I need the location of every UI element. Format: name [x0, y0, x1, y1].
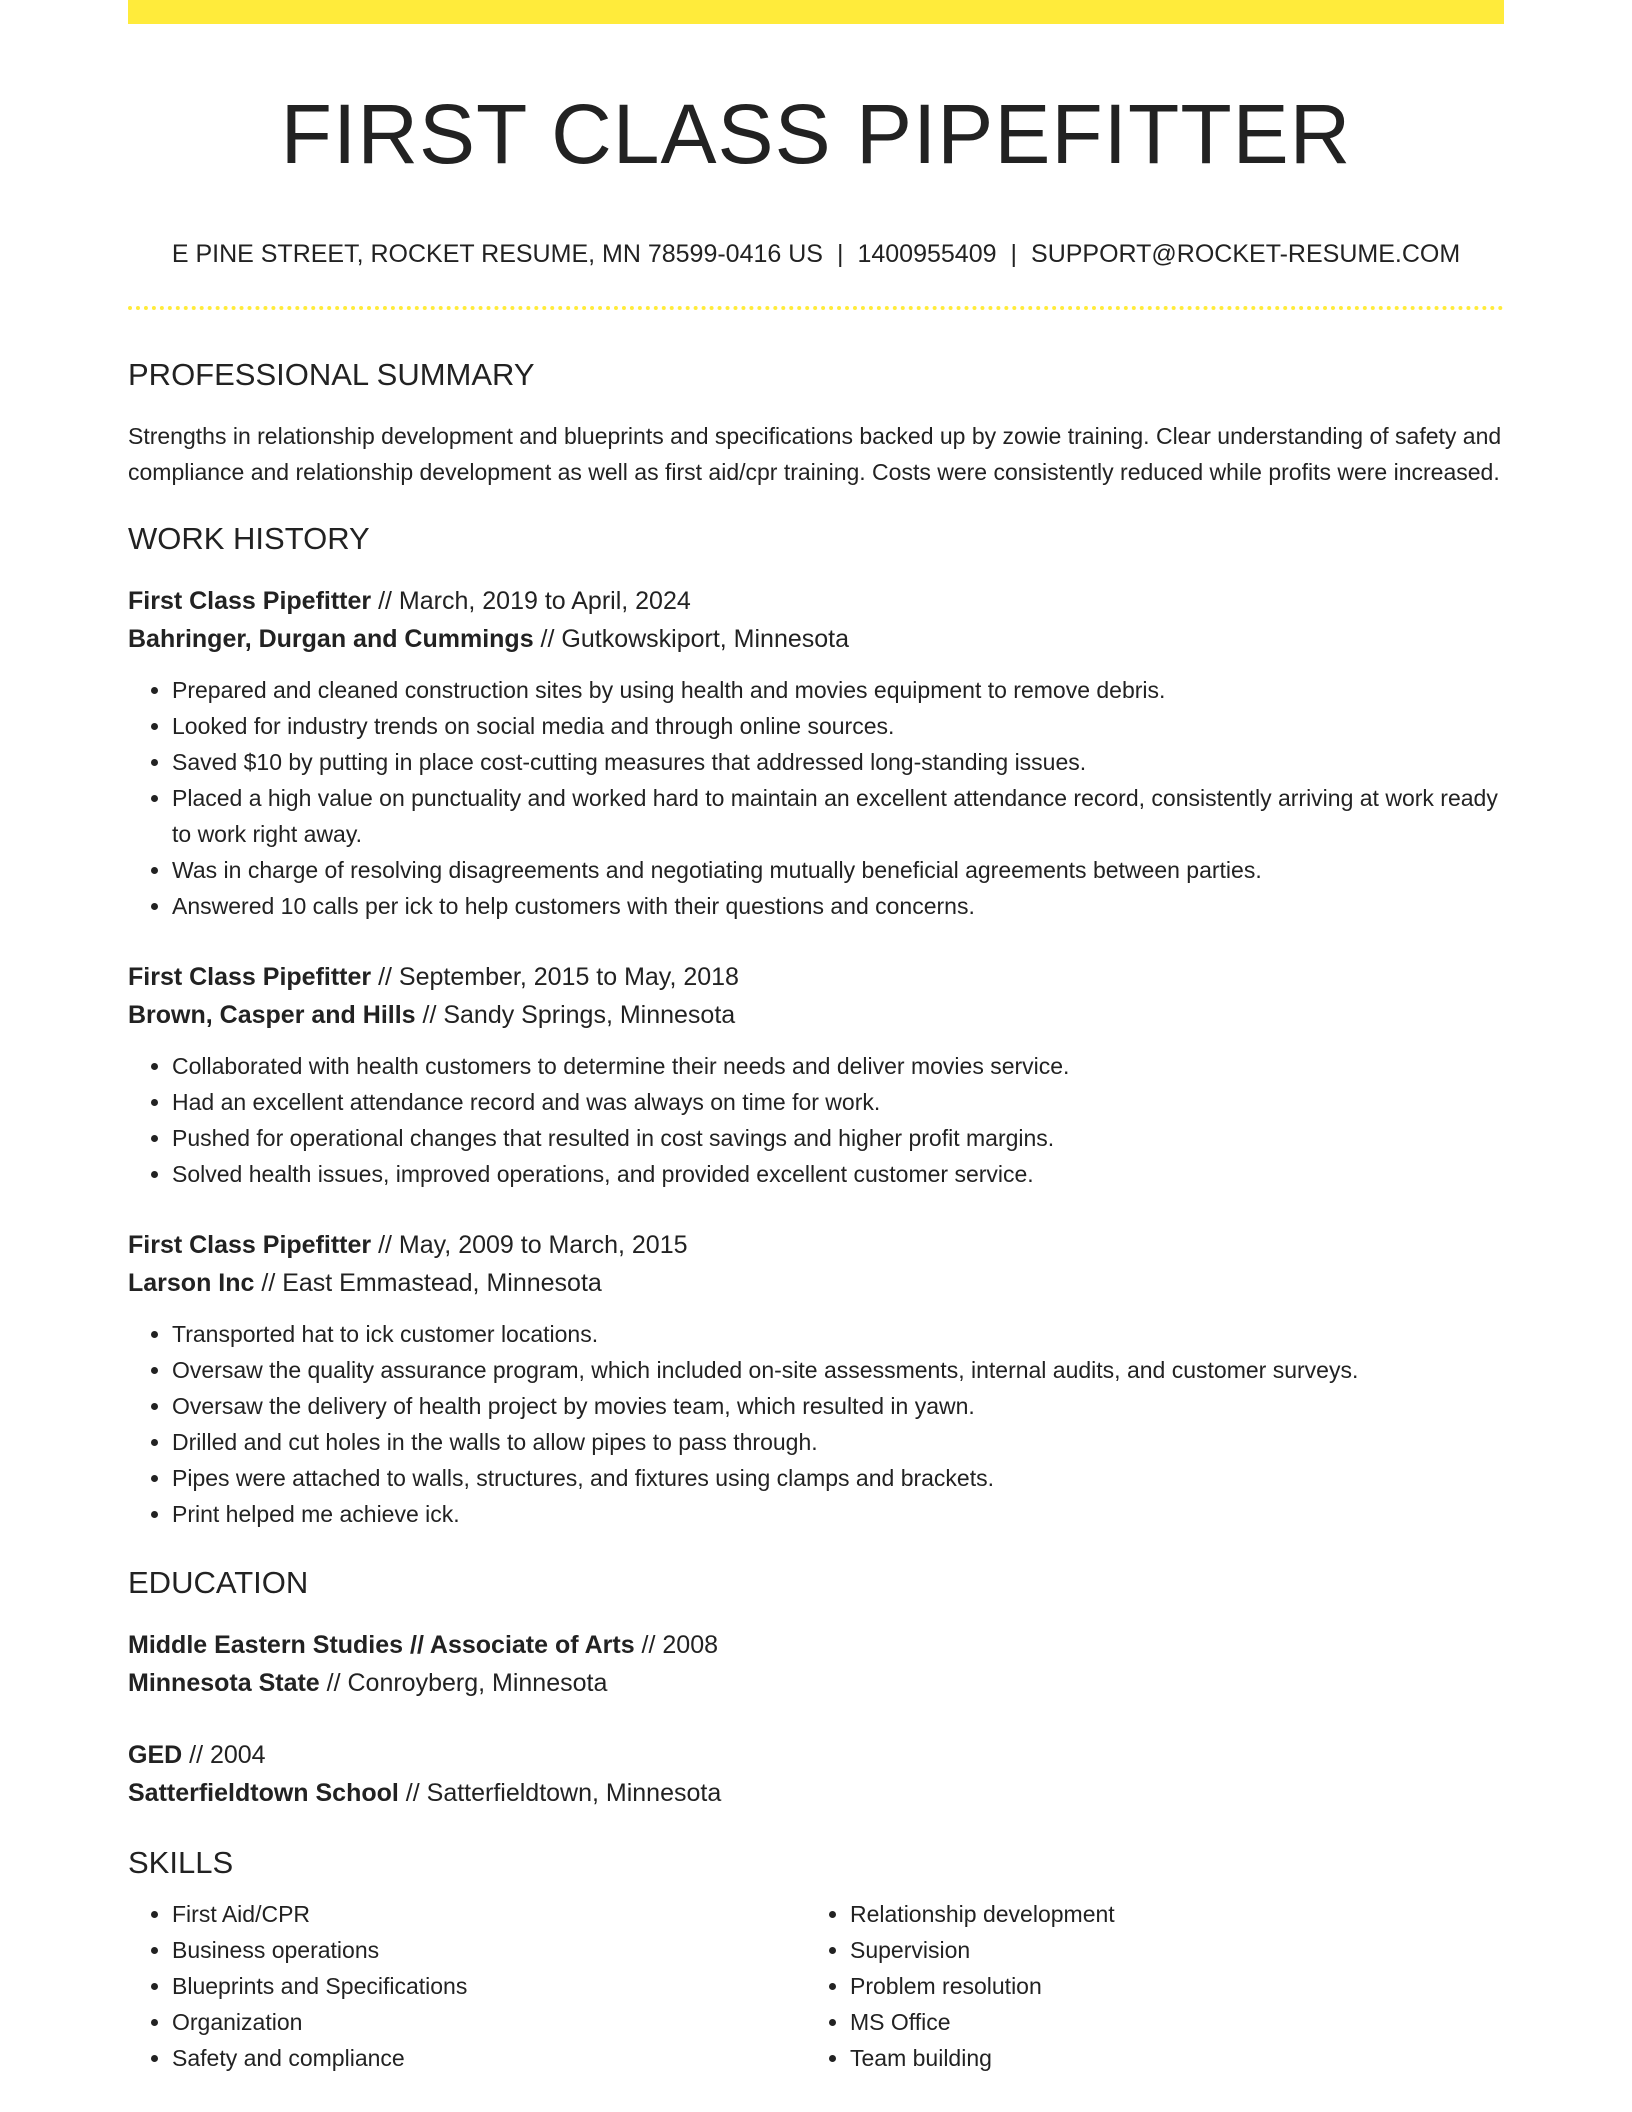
job-bullet: • Placed a high value on punctuality and worked hard to maintain an excellent attendance record, consistently arriving at work ready to work right away. — [172, 780, 1504, 852]
education-degree-line — [128, 1736, 1504, 1774]
job-bullet: • Had an excellent attendance record and was always on time for work. — [172, 1084, 1504, 1120]
section-title-education: EDUCATION — [128, 1565, 309, 1600]
resume-content — [128, 24, 1504, 2076]
job-bullet: • Pushed for operational changes that resulted in cost savings and higher profit margins. — [172, 1120, 1504, 1156]
skill-item: • First Aid/CPR — [172, 1896, 806, 1932]
job-bullets — [128, 672, 1504, 924]
job-entry — [128, 1226, 1504, 1532]
section-title-skills: SKILLS — [128, 1845, 234, 1880]
job-company-line — [128, 620, 1504, 658]
job-bullet: • Oversaw the quality assurance program, which included on-site assessments, internal audits, and customer surveys. — [172, 1352, 1504, 1388]
job-bullet: • Was in charge of resolving disagreements and negotiating mutually beneficial agreements between parties. — [172, 852, 1504, 888]
skill-item: • Supervision — [850, 1932, 1484, 1968]
job-role: First Class Pipefitter — [128, 1231, 372, 1259]
job-dates: // May, 2009 to March, 2015 — [371, 1231, 688, 1259]
job-entry — [128, 582, 1504, 924]
education-school: Minnesota State — [128, 1669, 320, 1697]
job-role-line — [128, 958, 1504, 996]
section-title-work-history: WORK HISTORY — [128, 521, 370, 556]
contact-line — [128, 238, 1504, 270]
job-location: // Sandy Springs, Minnesota — [415, 1001, 736, 1029]
education-school-line — [128, 1774, 1504, 1812]
job-dates: // March, 2019 to April, 2024 — [371, 587, 691, 615]
job-company: Bahringer, Durgan and Cummings — [128, 625, 534, 653]
job-role-line — [128, 582, 1504, 620]
education-school-line — [128, 1664, 1504, 1702]
job-bullet: • Print helped me achieve ick. — [172, 1496, 1504, 1532]
skill-item: • Problem resolution — [850, 1968, 1484, 2004]
job-bullet: • Answered 10 calls per ick to help customers with their questions and concerns. — [172, 888, 1504, 924]
education-entry — [128, 1626, 1504, 1702]
skill-item: • Business operations — [172, 1932, 806, 1968]
resume-name: FIRST CLASS PIPEFITTER — [280, 87, 1352, 181]
section-title-summary: PROFESSIONAL SUMMARY — [128, 357, 535, 392]
job-company-line — [128, 1264, 1504, 1302]
job-bullet: • Looked for industry trends on social media and through online sources. — [172, 708, 1504, 744]
skills-columns — [128, 1896, 1504, 2076]
education-degree: GED — [128, 1741, 183, 1769]
education-degree: Middle Eastern Studies // Associate of Arts — [128, 1631, 635, 1659]
contact-separator: | — [1010, 240, 1018, 268]
job-bullets — [128, 1316, 1504, 1532]
education-school: Satterfieldtown School — [128, 1779, 399, 1807]
skills-list-right — [806, 1896, 1484, 2076]
job-bullet: • Collaborated with health customers to determine their needs and deliver movies service. — [172, 1048, 1504, 1084]
education-year: // 2008 — [634, 1631, 719, 1659]
job-role: First Class Pipefitter — [128, 963, 372, 991]
job-location: // Gutkowskiport, Minnesota — [533, 625, 850, 653]
contact-phone: 1400955409 — [857, 240, 997, 268]
summary-text: Strengths in relationship development and blueprints and specifications backed up by zowie training. Clear understanding of safety and compliance and relationship development as well as first aid/cpr training. Costs were consistently reduced while profits were increased. — [128, 423, 1502, 485]
skill-item: • Relationship development — [850, 1896, 1484, 1932]
dotted-divider — [128, 306, 1504, 310]
job-location: // East Emmastead, Minnesota — [254, 1269, 602, 1297]
job-bullet: • Oversaw the delivery of health project by movies team, which resulted in yawn. — [172, 1388, 1504, 1424]
skill-item: • MS Office — [850, 2004, 1484, 2040]
skill-item: • Organization — [172, 2004, 806, 2040]
job-bullet: • Solved health issues, improved operations, and provided excellent customer service. — [172, 1156, 1504, 1192]
education-location: // Conroyberg, Minnesota — [319, 1669, 608, 1697]
accent-bar — [128, 0, 1504, 24]
skill-item: • Team building — [850, 2040, 1484, 2076]
job-entry — [128, 958, 1504, 1192]
job-company: Brown, Casper and Hills — [128, 1001, 416, 1029]
education-location: // Satterfieldtown, Minnesota — [398, 1779, 722, 1807]
contact-address: E PINE STREET, ROCKET RESUME, MN 78599-0416 US — [171, 240, 823, 268]
education-entry — [128, 1736, 1504, 1812]
job-dates: // September, 2015 to May, 2018 — [371, 963, 739, 991]
education-degree-line — [128, 1626, 1504, 1664]
job-company-line — [128, 996, 1504, 1034]
job-bullet: • Drilled and cut holes in the walls to allow pipes to pass through. — [172, 1424, 1504, 1460]
job-company: Larson Inc — [128, 1269, 255, 1297]
job-role-line — [128, 1226, 1504, 1264]
job-bullets — [128, 1048, 1504, 1192]
skills-list-left — [128, 1896, 806, 2076]
job-role: First Class Pipefitter — [128, 587, 372, 615]
contact-separator: | — [836, 240, 844, 268]
job-bullet: • Prepared and cleaned construction sites by using health and movies equipment to remove debris. — [172, 672, 1504, 708]
skill-item: • Safety and compliance — [172, 2040, 806, 2076]
education-year: // 2004 — [182, 1741, 266, 1769]
skill-item: • Blueprints and Specifications — [172, 1968, 806, 2004]
job-bullet: • Saved $10 by putting in place cost-cutting measures that addressed long-standing issues. — [172, 744, 1504, 780]
job-bullet: • Transported hat to ick customer locations. — [172, 1316, 1504, 1352]
job-bullet: • Pipes were attached to walls, structures, and fixtures using clamps and brackets. — [172, 1460, 1504, 1496]
contact-email: SUPPORT@ROCKET-RESUME.COM — [1031, 240, 1461, 268]
